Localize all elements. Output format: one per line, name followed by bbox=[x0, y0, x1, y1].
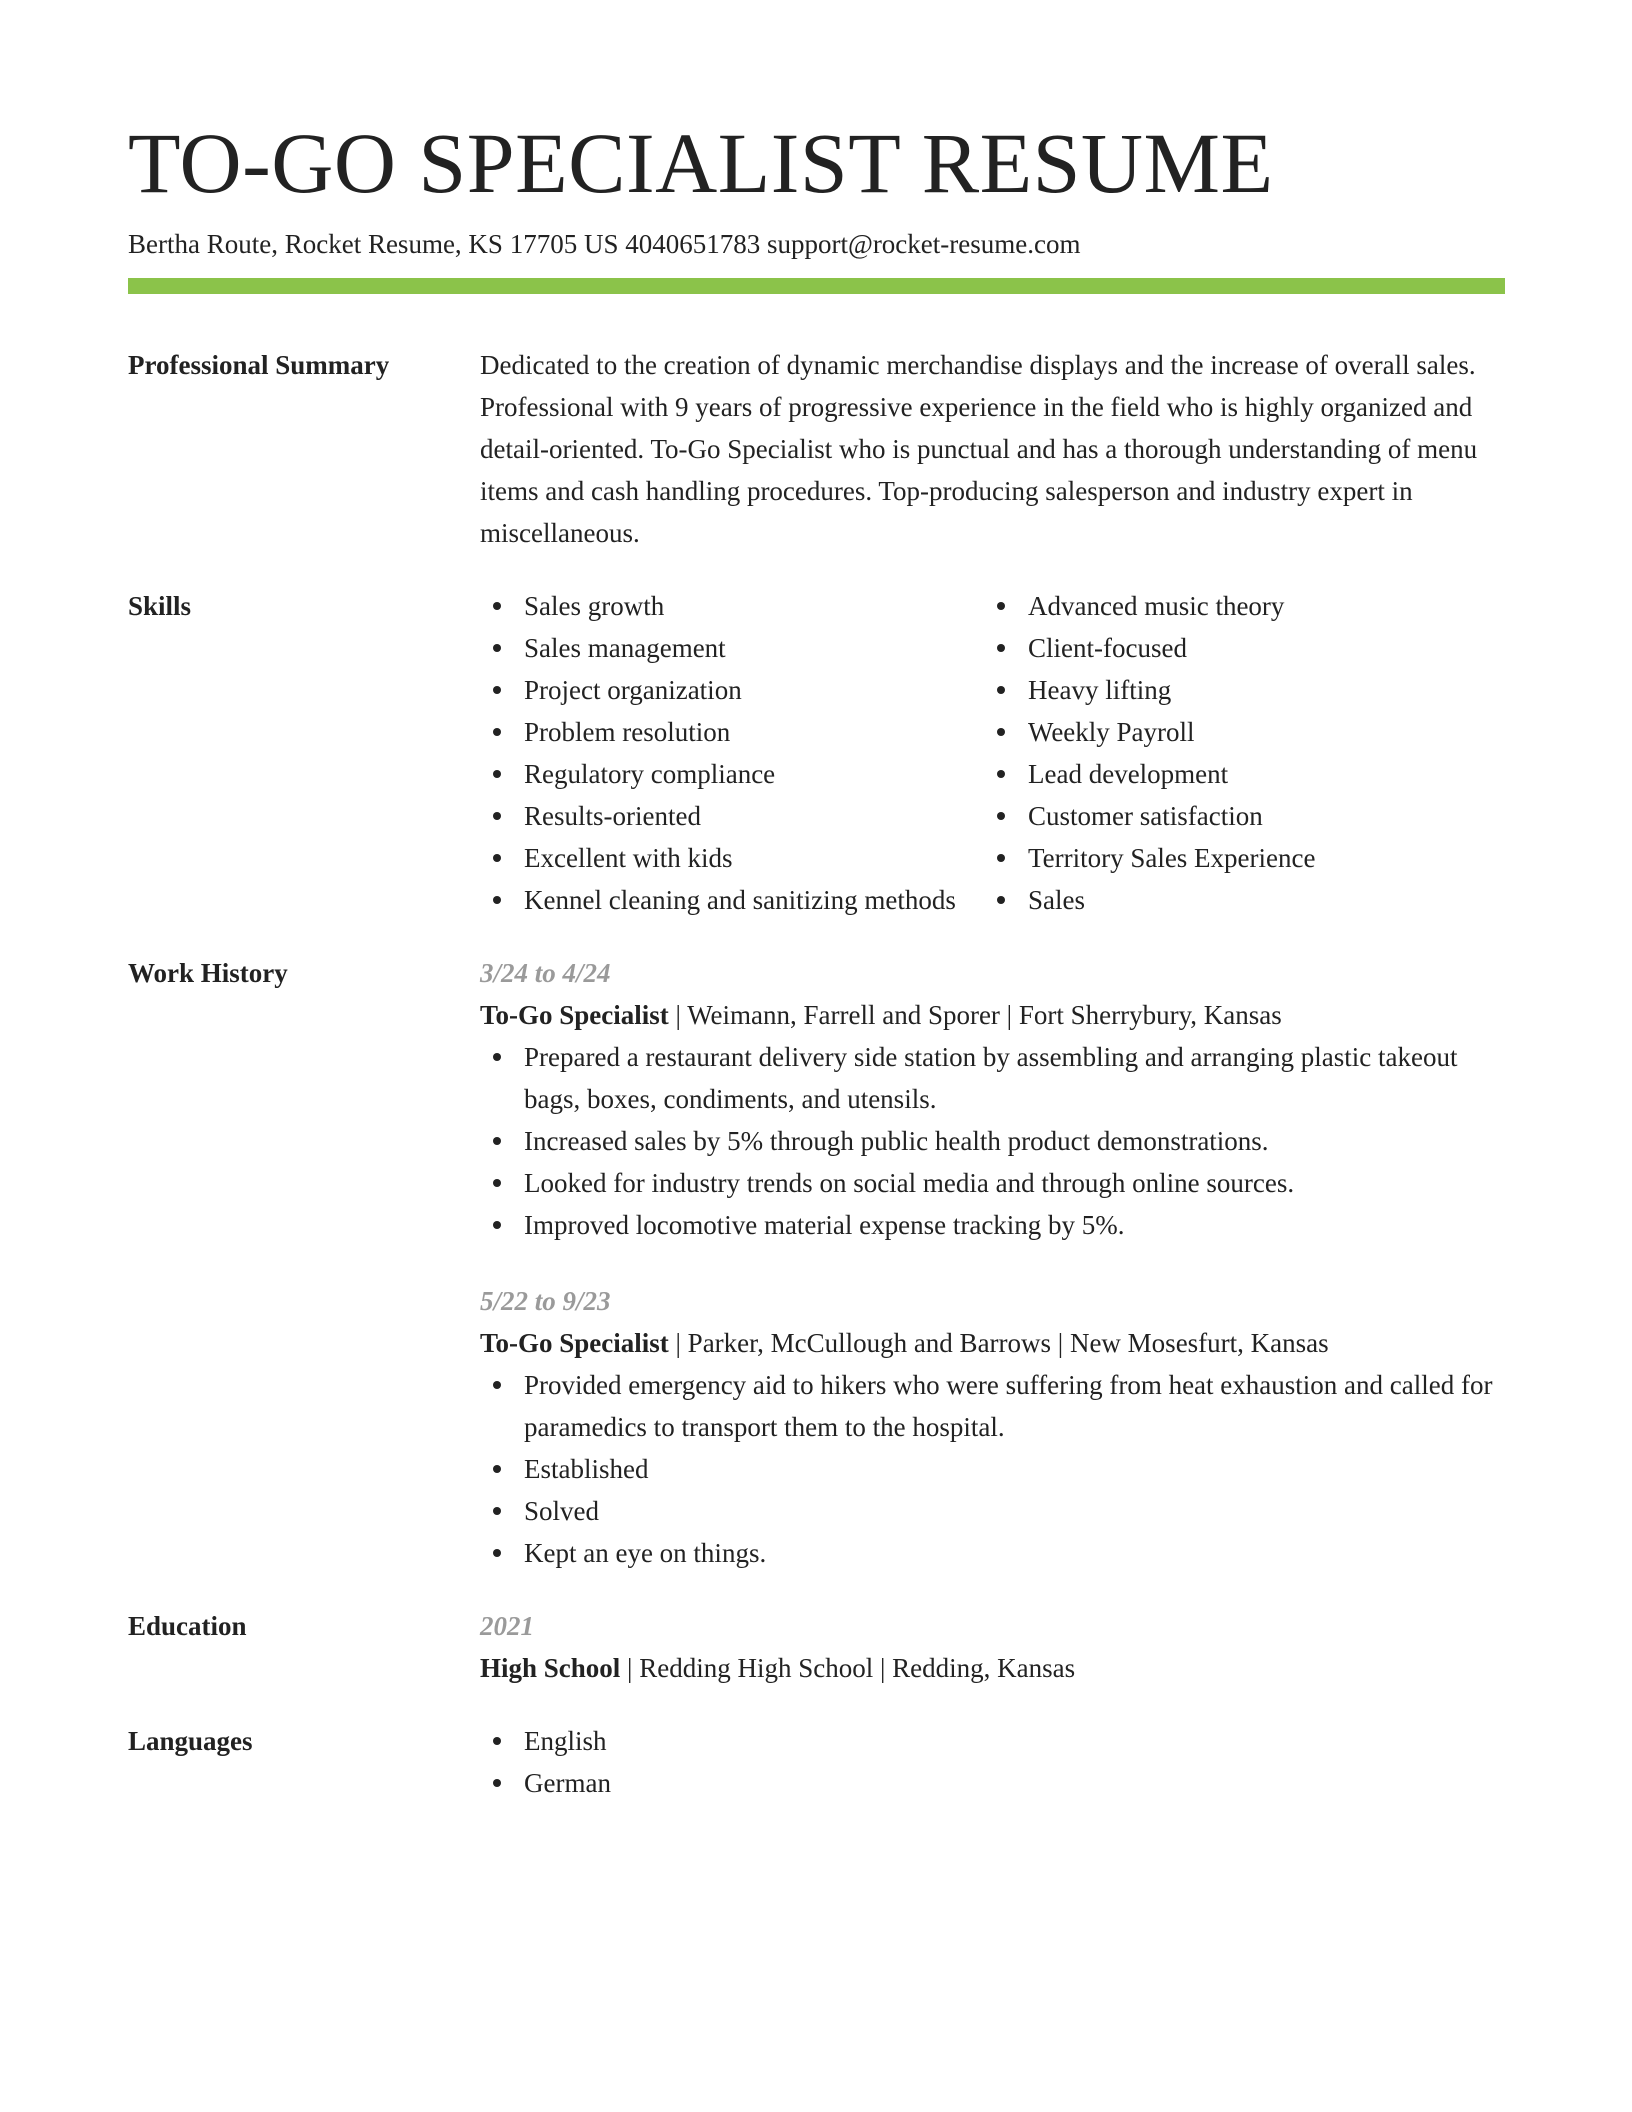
summary-text: Dedicated to the creation of dynamic merchandise displays and the increase of overall sales. Professional with 9 years of progressive experience in the field who is highly organized and detail-oriented. To-Go Specialist who is punctual and has a thorough understanding of menu items and cash handling procedures. Top-producing salesperson and industry expert in miscellaneous. bbox=[480, 350, 1478, 549]
skill-item: Kennel cleaning and sanitizing methods bbox=[480, 879, 984, 921]
job-duties bbox=[480, 1036, 1505, 1246]
job-dates: 3/24 to 4/24 bbox=[480, 958, 611, 989]
skill-item: Results-oriented bbox=[480, 795, 984, 837]
job-heading bbox=[480, 994, 1505, 1036]
job-duty: Increased sales by 5% through public health product demonstrations. bbox=[480, 1120, 1505, 1162]
job-heading bbox=[480, 1322, 1505, 1364]
resume-title: TO-GO SPECIALIST RESUME bbox=[128, 115, 1274, 211]
job-duty: Provided emergency aid to hikers who were suffering from heat exhaustion and called for paramedics to transport them to the hospital. bbox=[480, 1364, 1505, 1448]
job-duty: Looked for industry trends on social media and through online sources. bbox=[480, 1162, 1505, 1204]
job-duty: Established bbox=[480, 1448, 1505, 1490]
summary-label: Professional Summary bbox=[128, 350, 390, 381]
job-duty: Kept an eye on things. bbox=[480, 1532, 1505, 1574]
languages-label: Languages bbox=[128, 1726, 253, 1757]
skill-item: Sales management bbox=[480, 627, 984, 669]
language-item: German bbox=[480, 1762, 1505, 1804]
education-section bbox=[128, 1605, 1505, 1689]
education-content bbox=[480, 1605, 1505, 1689]
job-employer-location: | Parker, McCullough and Barrows | New Mosesfurt, Kansas bbox=[668, 1328, 1329, 1359]
skill-item: Heavy lifting bbox=[984, 669, 1505, 711]
skills-column-1 bbox=[480, 585, 984, 921]
education-degree: High School bbox=[480, 1653, 621, 1684]
skill-item: Advanced music theory bbox=[984, 585, 1505, 627]
job-employer-location: | Weimann, Farrell and Sporer | Fort Sherrybury, Kansas bbox=[668, 1000, 1282, 1031]
skill-item: Customer satisfaction bbox=[984, 795, 1505, 837]
education-heading bbox=[480, 1647, 1505, 1689]
languages-content bbox=[480, 1720, 1505, 1804]
education-school-location: | Redding High School | Redding, Kansas bbox=[620, 1653, 1076, 1684]
job-duty: Solved bbox=[480, 1490, 1505, 1532]
skill-item: Sales growth bbox=[480, 585, 984, 627]
work-history-label: Work History bbox=[128, 958, 288, 989]
skill-item: Problem resolution bbox=[480, 711, 984, 753]
languages-section bbox=[128, 1720, 1505, 1804]
skills-label: Skills bbox=[128, 591, 192, 622]
work-history-section bbox=[128, 952, 1505, 1574]
job-title: To-Go Specialist bbox=[480, 1328, 669, 1359]
language-item: English bbox=[480, 1720, 1505, 1762]
skill-item: Excellent with kids bbox=[480, 837, 984, 879]
skill-item: Regulatory compliance bbox=[480, 753, 984, 795]
job-dates: 5/22 to 9/23 bbox=[480, 1286, 611, 1317]
skill-item: Territory Sales Experience bbox=[984, 837, 1505, 879]
summary-section bbox=[128, 344, 1505, 554]
skill-item: Client-focused bbox=[984, 627, 1505, 669]
skills-section bbox=[128, 585, 1505, 921]
skills-content bbox=[480, 585, 1505, 921]
job-title: To-Go Specialist bbox=[480, 1000, 669, 1031]
contact-info: Bertha Route, Rocket Resume, KS 17705 US 4040651783 support@rocket-resume.com bbox=[128, 229, 1081, 259]
job-entry bbox=[480, 952, 1505, 1246]
work-history-content bbox=[480, 952, 1505, 1574]
languages-list bbox=[480, 1720, 1505, 1804]
accent-divider bbox=[128, 278, 1505, 294]
education-year: 2021 bbox=[480, 1611, 534, 1642]
job-duty: Improved locomotive material expense tracking by 5%. bbox=[480, 1204, 1505, 1246]
skill-item: Lead development bbox=[984, 753, 1505, 795]
skill-item: Project organization bbox=[480, 669, 984, 711]
job-entry bbox=[480, 1280, 1505, 1574]
skill-item: Weekly Payroll bbox=[984, 711, 1505, 753]
resume-page bbox=[128, 115, 1505, 1804]
skill-item: Sales bbox=[984, 879, 1505, 921]
job-duties bbox=[480, 1364, 1505, 1574]
job-duty: Prepared a restaurant delivery side station by assembling and arranging plastic takeout bags, boxes, condiments, and utensils. bbox=[480, 1036, 1505, 1120]
skills-column-2 bbox=[984, 585, 1505, 921]
summary-content bbox=[480, 344, 1505, 554]
education-label: Education bbox=[128, 1611, 247, 1642]
